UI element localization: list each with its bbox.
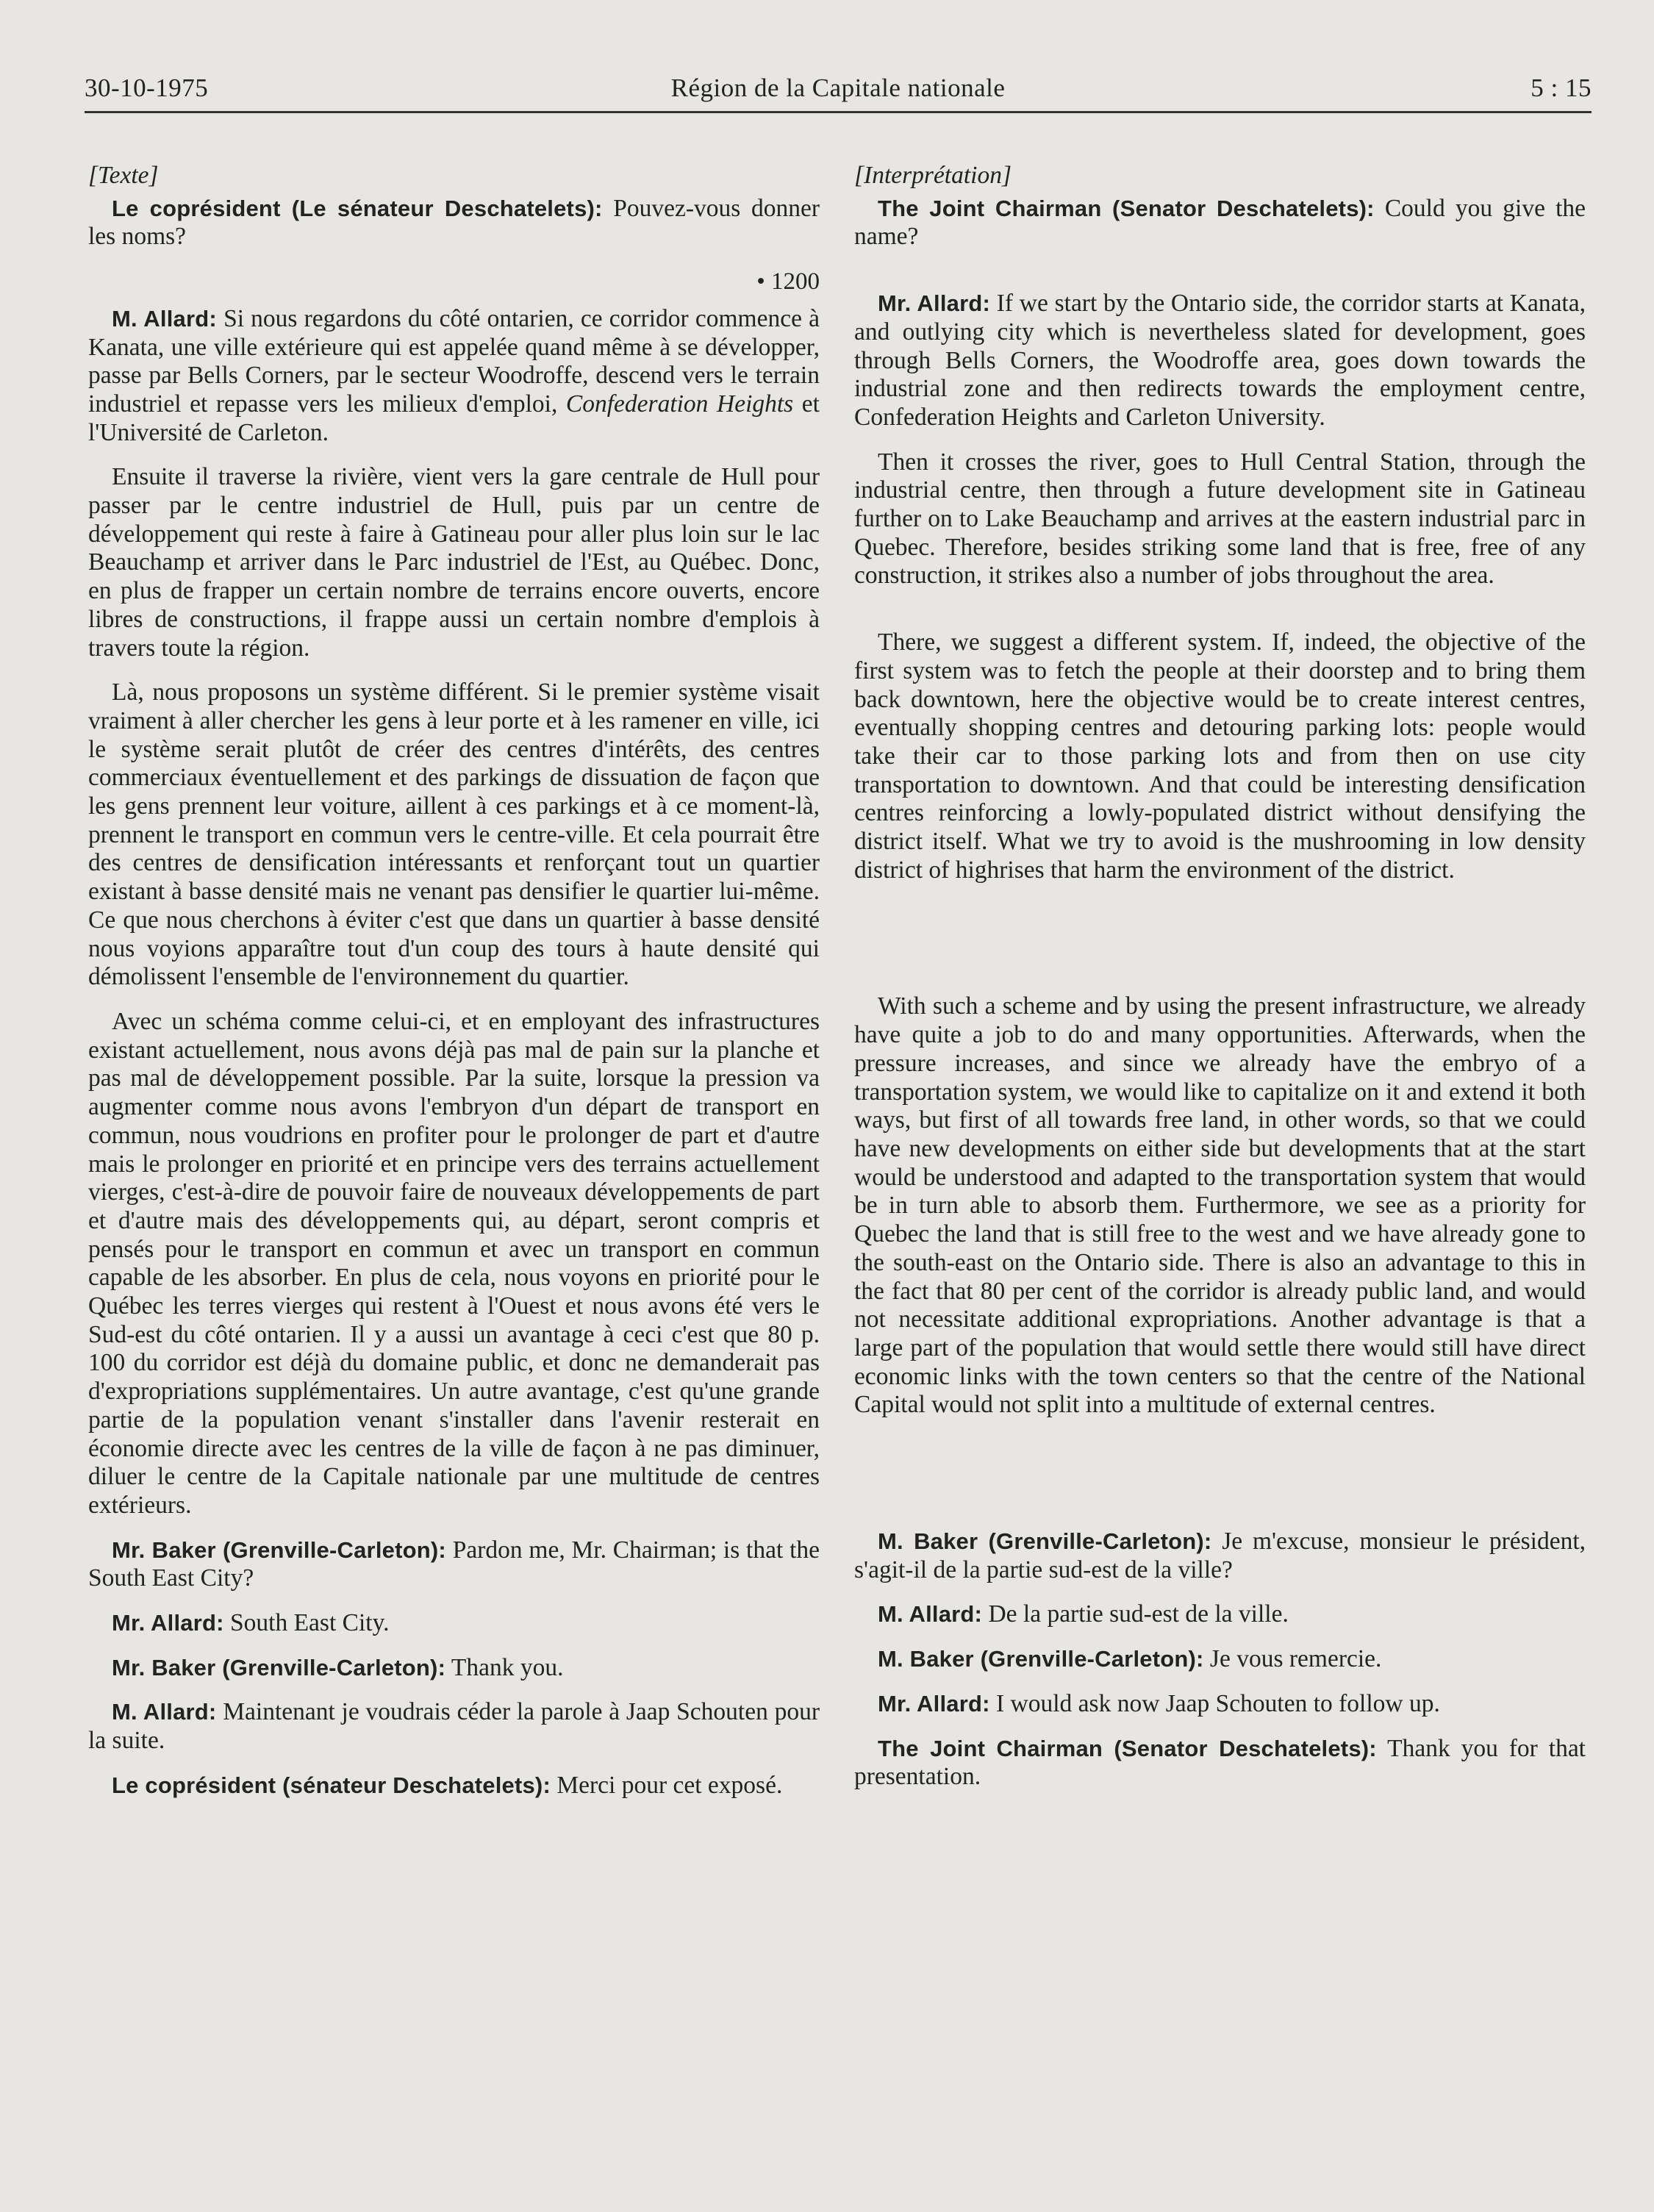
speaker-name: Mr. Allard: — [112, 1610, 224, 1636]
speaker-name: The Joint Chairman (Senator Deschatelets): — [878, 195, 1375, 221]
speaker-name: M. Allard: — [112, 1699, 217, 1725]
speaker-name: M. Baker (Grenville-Carleton): — [878, 1646, 1204, 1672]
speaker-name: Le coprésident (sénateur Deschatelets): — [112, 1772, 551, 1798]
speaker-name: Mr. Baker (Grenville-Carleton): — [112, 1536, 446, 1563]
speaker-name: M. Baker (Grenville-Carleton): — [878, 1528, 1212, 1555]
paragraph — [88, 1536, 820, 1593]
paragraph — [854, 1600, 1586, 1629]
left-column-french — [88, 162, 820, 1817]
paragraph — [854, 1690, 1586, 1719]
speaker-name: Mr. Baker (Grenville-Carleton): — [112, 1654, 446, 1681]
right-column-english — [854, 162, 1586, 1808]
paragraph — [854, 195, 1586, 251]
header-page-number: 5 : 15 — [1531, 74, 1592, 102]
speech-text: Si nous regardons du côté ontarien, ce corridor commence à Kanata, une ville extérieure qui est appelée quand même à se développer, passe par Bells Corners, par le secteur Woodroffe, descend vers le terrain industriel et repasse vers les milieux d'emploi, — [88, 304, 820, 418]
speech-text: Could you give the name? — [854, 194, 1586, 251]
spacer — [854, 901, 1586, 992]
paragraph — [88, 1654, 820, 1683]
speech-text: Je m'excuse, monsieur le président, s'agit-il de la partie sud-est de la ville? — [854, 1528, 1586, 1583]
paragraph — [854, 1528, 1586, 1584]
speaker-name: The Joint Chairman (Senator Deschatelets): — [878, 1735, 1377, 1761]
speech-text: Pardon me, Mr. Chairman; is that the South East City? — [88, 1536, 820, 1592]
speaker-name: Mr. Allard: — [878, 1690, 990, 1717]
paragraph: Là, nous proposons un système différent. Si le premier système visait vraiment à aller chercher les gens à leur porte et à les ramener en ville, ici le système serait plutôt de créer des centres d'intérêts, des centres commerciaux éventuellement et des parkings de dissuation de façon que les gens prennent leur voiture, aillent à ces parkings et à ce moment-là, prennent le transport en commun vers le centre-ville. Et cela pourrait être des centres de densification intéressants et renforçant tout un quartier existant à basse densité mais ne venant pas densifier le quartier lui-même. Ce que nous cherchons à éviter c'est que dans un quartier à basse densité nous voyions apparaître tout d'un coup des tours à haute densité qui démolissent l'ensemble de l'environnement du quartier. — [88, 679, 820, 991]
paragraph — [88, 1609, 820, 1638]
speech-text: Maintenant je voudrais céder la parole à Jaap Schouten pour la suite. — [88, 1698, 820, 1755]
speaker-name: Mr. Allard: — [878, 290, 990, 317]
speech-text: I would ask now Jaap Schouten to follow up. — [989, 1689, 1440, 1717]
spacer — [854, 606, 1586, 629]
page-header — [85, 74, 1592, 112]
speech-text: Thank you for that presentation. — [854, 1734, 1586, 1791]
paragraph — [88, 1698, 820, 1755]
speech-text: Merci pour cet exposé. — [550, 1771, 783, 1799]
speech-text: et l'Université de Carleton. — [88, 390, 820, 446]
paragraph — [854, 290, 1586, 432]
speech-text: De la partie sud-est de la ville. — [982, 1600, 1289, 1628]
language-tag: [Texte] — [88, 162, 159, 189]
paragraph — [88, 1772, 820, 1800]
paragraph — [88, 305, 820, 448]
paragraph: There, we suggest a different system. If, indeed, the objective of the first system was to fetch the people at their doorstep and to bring them back downtown, here the objective would be to create interest centres, eventually shopping centres and detouring parking lots: people would take their car to those parking lots and from then on use city transportation to downtown. And that could be interesting densification centres reinforcing a lowly-populated district without densifying the district itself. What we try to avoid is the mushrooming in low density district of highrises that harm the environment of the district. — [854, 629, 1586, 884]
paragraph: Ensuite il traverse la rivière, vient vers la gare centrale de Hull pour passer par le centre industriel de Hull, puis par un centre de développement qui reste à faire à Gatineau pour aller plus loin sur le lac Beauchamp et arriver dans le Parc industriel de l'Est, au Québec. Donc, en plus de frapper un certain nombre de terrains encore ouverts, encore libres de constructions, il frappe aussi un certain nombre d'emplois à travers toute la région. — [88, 463, 820, 662]
paragraph: Then it crosses the river, goes to Hull Central Station, through the industrial centre, then through a future development site in Gatineau further on to Lake Beauchamp and arrives at the eastern industrial parc in Quebec. Therefore, besides striking some land that is free, free of any construction, it strikes also a number of jobs throughout the area. — [854, 448, 1586, 590]
speech-text: Thank you. — [445, 1653, 564, 1681]
paragraph — [854, 1735, 1586, 1792]
speaker-name: M. Allard: — [112, 305, 217, 332]
speaker-name: M. Allard: — [878, 1601, 983, 1628]
spacer — [854, 1436, 1586, 1528]
header-date: 30-10-1975 — [85, 74, 209, 102]
speech-text-italic: Confederation Heights — [565, 390, 794, 418]
speech-text: Pouvez-vous donner les noms? — [88, 194, 820, 251]
time-marker: • 1200 — [756, 268, 820, 296]
header-rule — [85, 111, 1592, 113]
language-tag: [Interprétation] — [854, 162, 1012, 189]
paragraph — [854, 1645, 1586, 1674]
header-title: Région de la Capitale nationale — [670, 74, 1006, 102]
paragraph: Avec un schéma comme celui-ci, et en employant des infrastructures existant actuellement, nous avons déjà pas mal de pain sur la planche et pas mal de développement possible. Par la suite, lorsque la pression va augmenter comme nous avons l'embryon d'un départ de transport en commun, nous voudrions en profiter pour le prolonger de part et d'autre mais le prolonger en priorité et en principe vers des terrains actuellement vierges, c'est-à-dire de pouvoir faire de nouveaux développements de part et d'autre mais des développements qui, au départ, seront compris et pensés pour le transport en commun et avec un transport en commun capable de les absorber. En plus de cela, nous voyons en priorité pour le Québec les terres vierges qui restent à l'Ouest et nous avons été vers le Sud-est du côté ontarien. Il y a aussi un avantage à ceci c'est que 80 p. 100 du corridor est déjà du domaine public, et donc ne demanderait pas d'expropriations supplémentaires. Un autre avantage, c'est qu'une grande partie de la population venant s'installer dans l'avenir resterait en économie directe avec les centres de la ville de façon à ne pas diminuer, diluer le centre de la Capitale nationale par une multitude de centres extérieurs. — [88, 1007, 820, 1519]
spacer — [854, 268, 1586, 290]
speech-text: If we start by the Ontario side, the corridor starts at Kanata, and outlying city which is nevertheless slated for development, goes through Bells Corners, the Woodroffe area, goes down towards the industrial zone and then redirects towards the employment centre, Confederation Heights and Carleton University. — [854, 290, 1586, 431]
paragraph: With such a scheme and by using the present infrastructure, we already have quite a job to do and many opportunities. Afterwards, when the pressure increases, and since we already have the embryo of a transportation system, we would like to capitalize on it and extend it both ways, but first of all towards free land, in other words, so that we could have new developments on either side but developments that at the start would be understood and adapted to the transportation system that would be in turn able to absorb them. Furthermore, we see as a priority for Quebec the land that is still free to the west and we have already gone to the south-east on the Ontario side. There is also an advantage to this in the fact that 80 per cent of the corridor is already public land, and would not necessitate additional expropriations. Another advantage is that a large part of the population that would settle there would still have direct economic links with the town centers so that the centre of the National Capital would not split into a multitude of external centres. — [854, 992, 1586, 1419]
paragraph — [88, 195, 820, 251]
speaker-name: Le coprésident (Le sénateur Deschatelets): — [112, 195, 603, 221]
speech-text: South East City. — [223, 1609, 390, 1637]
speech-text: Je vous remercie. — [1203, 1645, 1382, 1673]
